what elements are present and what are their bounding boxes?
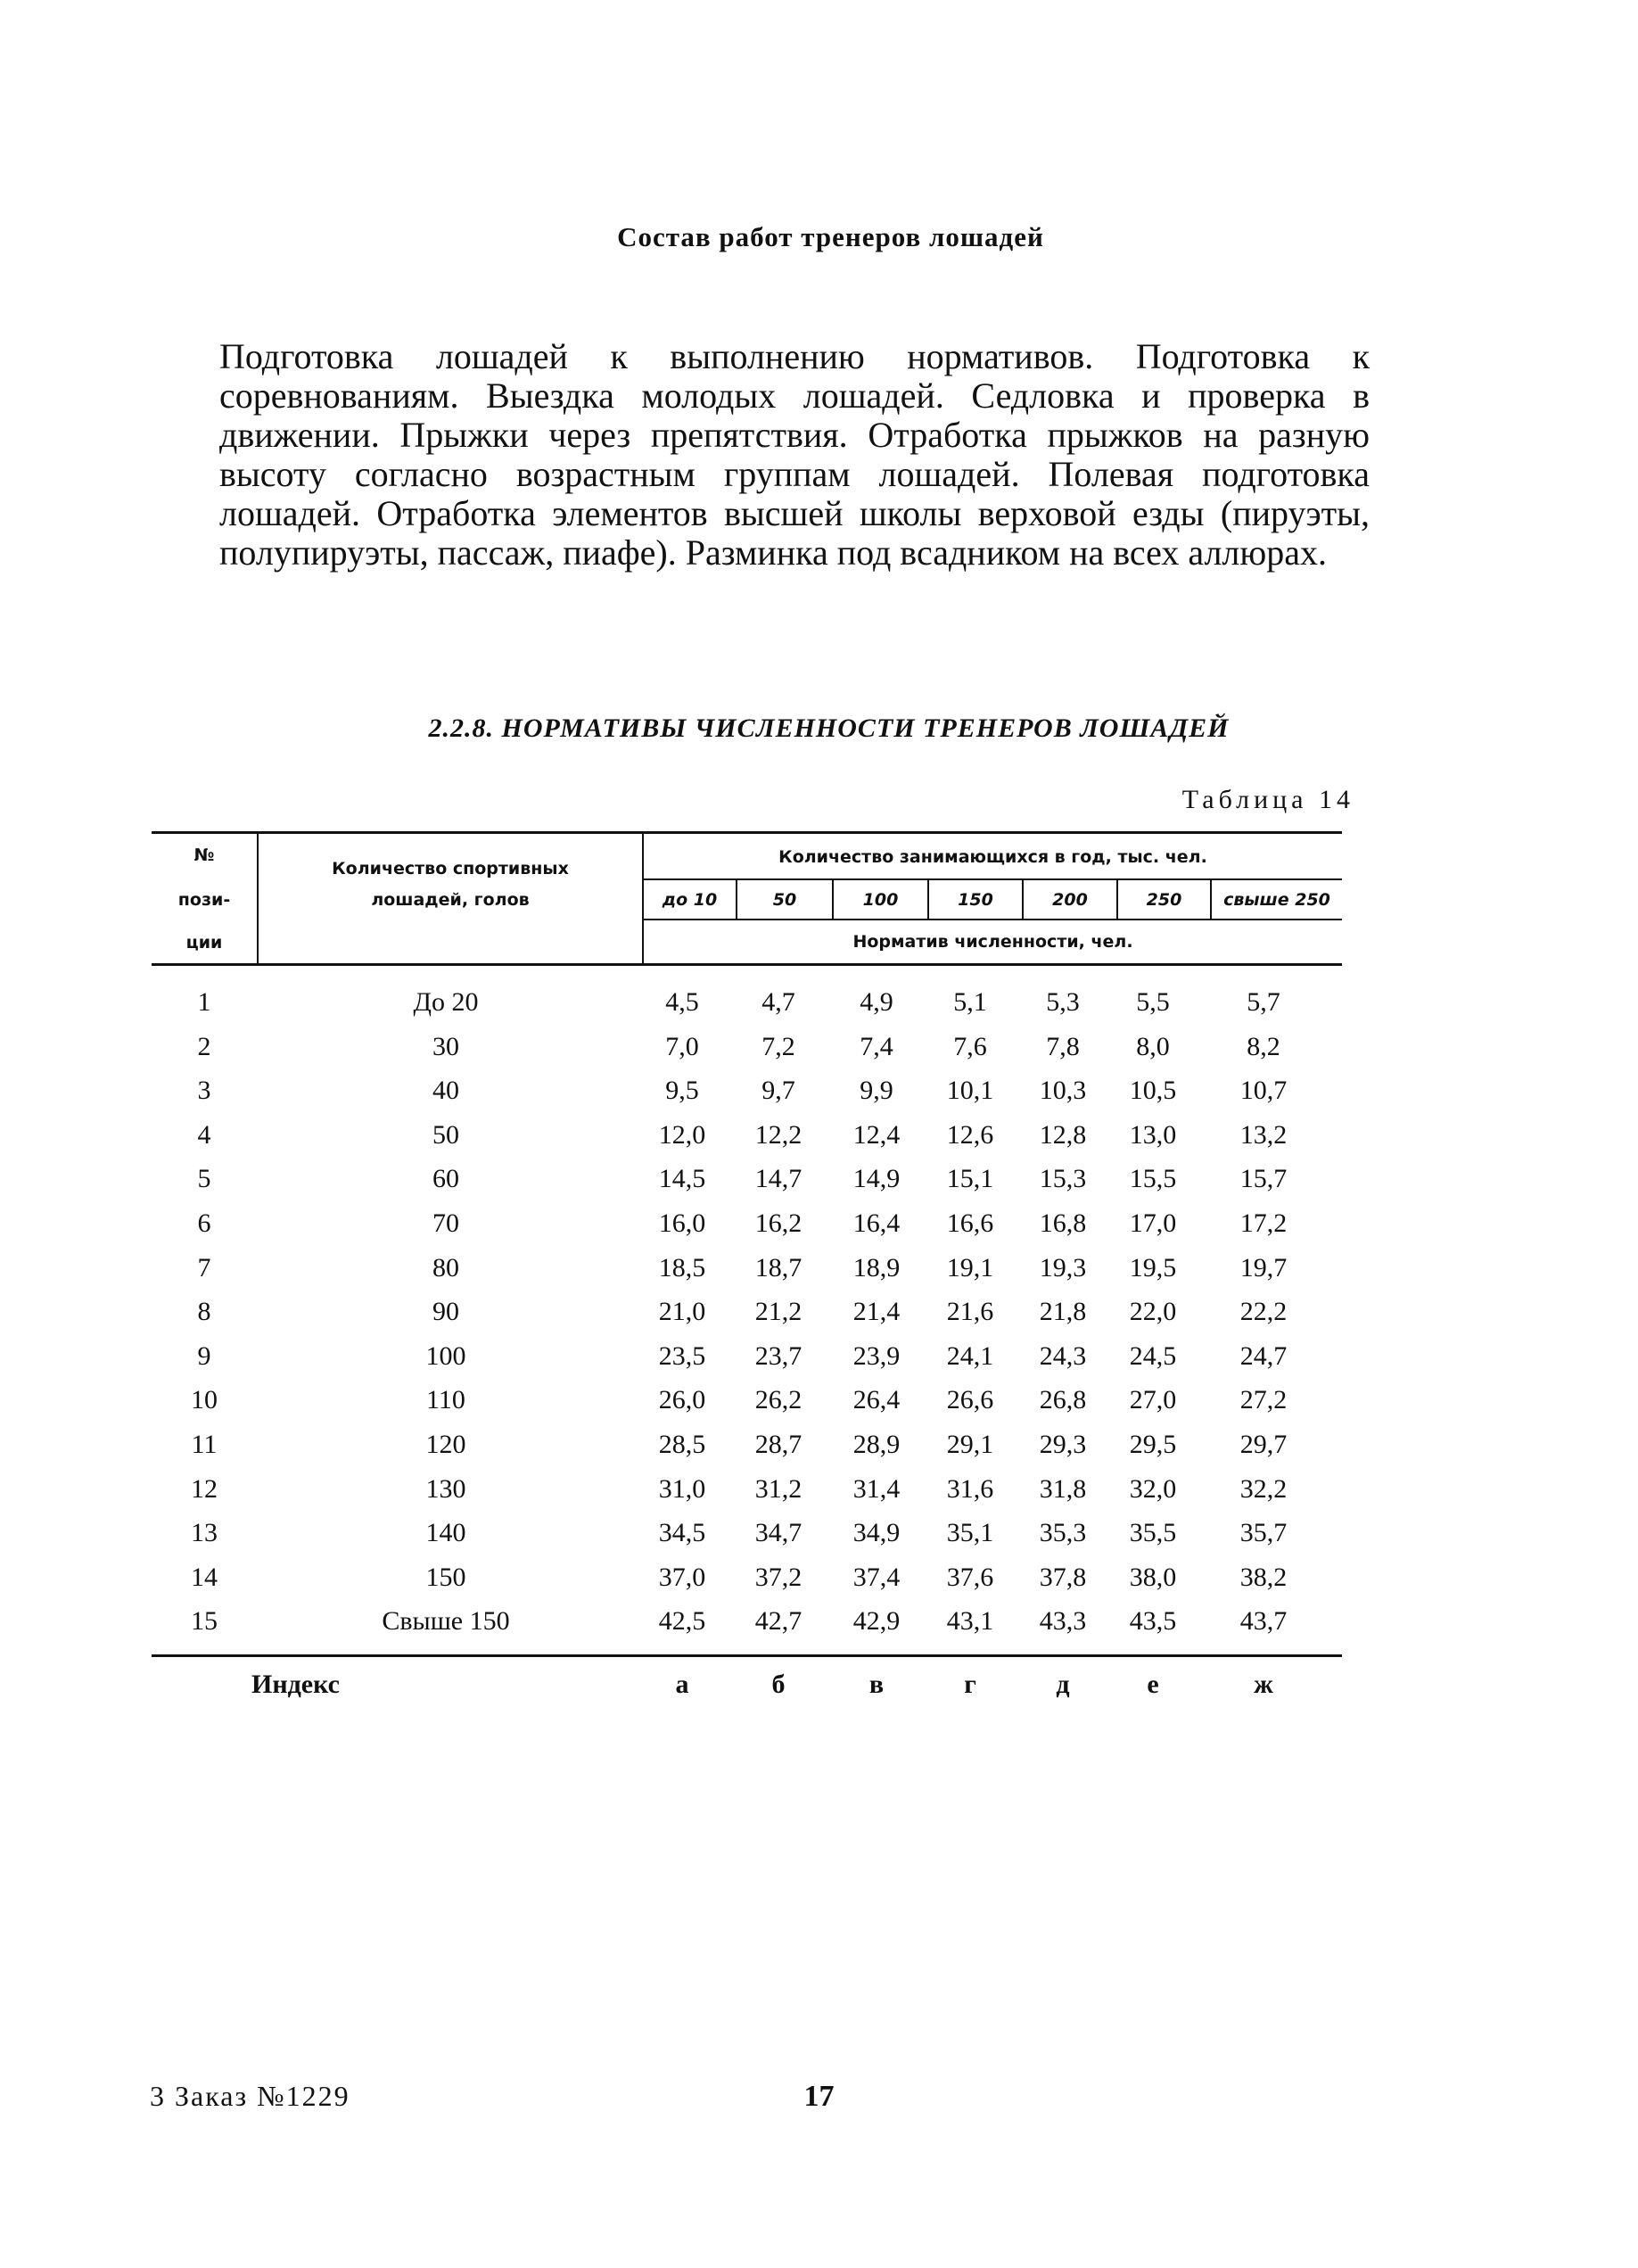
column-header: 250 [1146, 890, 1182, 910]
table-cell: 28,7 [754, 1430, 803, 1459]
column-header: 50 [772, 890, 797, 910]
table-cell: 32,0 [1129, 1474, 1177, 1504]
table-cell: 4,9 [860, 987, 893, 1017]
table-cell: 7,2 [761, 1032, 795, 1061]
table-cell: 35,3 [1039, 1518, 1087, 1547]
row-position: 8 [197, 1297, 211, 1326]
row-position: 12 [191, 1474, 218, 1504]
table-cell: 37,6 [946, 1563, 994, 1592]
table-cell: 22,2 [1239, 1297, 1288, 1326]
table-cell: 43,3 [1039, 1606, 1087, 1636]
table-cell: 21,8 [1039, 1297, 1087, 1326]
header-pos-line3: ции [185, 933, 223, 953]
table-cell: 16,2 [754, 1208, 803, 1238]
table-cell: 16,6 [946, 1208, 994, 1238]
table-cell: 18,9 [852, 1253, 901, 1282]
table-cell: 21,2 [754, 1297, 803, 1326]
row-position: 11 [191, 1430, 218, 1459]
table-cell: 24,5 [1129, 1341, 1177, 1371]
table-cell: 7,8 [1046, 1032, 1080, 1061]
column-header: 200 [1052, 890, 1088, 910]
table-cell: 26,2 [754, 1385, 803, 1414]
table-cell: 15,7 [1239, 1164, 1288, 1193]
table-cell: 34,9 [852, 1518, 901, 1547]
row-horses: 30 [432, 1032, 459, 1061]
table-cell: 8,0 [1136, 1032, 1170, 1061]
header-pos-line1: № [193, 845, 215, 865]
group-title-rule [642, 878, 1342, 880]
table-cell: 31,4 [852, 1474, 901, 1504]
table-cell: 27,0 [1129, 1385, 1177, 1414]
table-cell: 23,5 [658, 1341, 706, 1371]
table-cell: 31,0 [658, 1474, 706, 1504]
table-cell: 5,7 [1247, 987, 1280, 1017]
index-value: д [1056, 1670, 1070, 1699]
table-cell: 7,0 [665, 1032, 699, 1061]
table-cell: 9,9 [860, 1076, 893, 1105]
row-horses: 140 [425, 1518, 466, 1547]
table-cell: 38,2 [1239, 1563, 1288, 1592]
table-cell: 16,4 [852, 1208, 901, 1238]
row-position: 13 [191, 1518, 218, 1547]
row-horses: Свыше 150 [382, 1606, 510, 1636]
row-horses: 50 [432, 1120, 459, 1150]
table-cell: 34,7 [754, 1518, 803, 1547]
table-cell: 42,5 [658, 1606, 706, 1636]
table-cell: 28,9 [852, 1430, 901, 1459]
row-horses: 80 [432, 1253, 459, 1282]
table-cell: 8,2 [1247, 1032, 1280, 1061]
table-cell: 19,3 [1039, 1253, 1087, 1282]
table-cell: 35,7 [1239, 1518, 1288, 1547]
row-position: 10 [191, 1385, 218, 1414]
table-cell: 12,8 [1039, 1120, 1087, 1150]
table-cell: 26,0 [658, 1385, 706, 1414]
table-cell: 26,8 [1039, 1385, 1087, 1414]
header-bottom-rule [152, 963, 1342, 966]
row-horses: До 20 [413, 987, 479, 1017]
table-cell: 23,9 [852, 1341, 901, 1371]
index-value: ж [1254, 1670, 1273, 1699]
table-cell: 18,5 [658, 1253, 706, 1282]
table-cell: 29,3 [1039, 1430, 1087, 1459]
table-cell: 16,0 [658, 1208, 706, 1238]
table-cell: 43,5 [1129, 1606, 1177, 1636]
footer-order-text: 3 Заказ №1229 [150, 2080, 350, 2112]
row-position: 3 [197, 1076, 211, 1105]
index-value: а [675, 1670, 689, 1699]
header-horses-line1: Количество спортивных [332, 859, 569, 878]
table-cell: 37,2 [754, 1563, 803, 1592]
table-cell: 12,4 [852, 1120, 901, 1150]
table-top-rule [152, 831, 1342, 834]
table-cell: 29,1 [946, 1430, 994, 1459]
table-cell: 31,8 [1039, 1474, 1087, 1504]
table-cell: 17,0 [1129, 1208, 1177, 1238]
table-cell: 37,0 [658, 1563, 706, 1592]
table-cell: 4,5 [665, 987, 699, 1017]
table-cell: 35,5 [1129, 1518, 1177, 1547]
table-cell: 16,8 [1039, 1208, 1087, 1238]
column-header: до 10 [662, 890, 718, 910]
row-position: 5 [197, 1164, 211, 1193]
table-cell: 7,4 [860, 1032, 893, 1061]
table-cell: 15,3 [1039, 1164, 1087, 1193]
row-horses: 100 [425, 1341, 466, 1371]
row-position: 6 [197, 1208, 211, 1238]
table-cell: 13,0 [1129, 1120, 1177, 1150]
table-cell: 9,5 [665, 1076, 699, 1105]
table-cell: 24,7 [1239, 1341, 1288, 1371]
table-bottom-rule [152, 1654, 1342, 1657]
table-label: Таблица 14 [1181, 785, 1354, 814]
index-value: е [1147, 1670, 1159, 1699]
index-value: б [771, 1670, 786, 1699]
index-label: Индекс [251, 1670, 340, 1699]
page-number: 17 [803, 2080, 835, 2113]
table-cell: 34,5 [658, 1518, 706, 1547]
table-cell: 10,7 [1239, 1076, 1288, 1105]
table-cell: 37,4 [852, 1563, 901, 1592]
table-cell: 18,7 [754, 1253, 803, 1282]
table-cell: 12,2 [754, 1120, 803, 1150]
column-header: 150 [958, 890, 993, 910]
row-position: 1 [197, 987, 211, 1017]
table-cell: 17,2 [1239, 1208, 1288, 1238]
table-cell: 43,7 [1239, 1606, 1288, 1636]
table-cell: 19,5 [1129, 1253, 1177, 1282]
table-cell: 26,6 [946, 1385, 994, 1414]
table-cell: 21,4 [852, 1297, 901, 1326]
table-cell: 23,7 [754, 1341, 803, 1371]
table-cell: 4,7 [761, 987, 795, 1017]
row-horses: 120 [425, 1430, 466, 1459]
header-pos-line2: пози- [177, 890, 231, 910]
table-cell: 21,6 [946, 1297, 994, 1326]
table-cell: 42,7 [754, 1606, 803, 1636]
table-cell: 14,5 [658, 1164, 706, 1193]
table-cell: 10,3 [1039, 1076, 1087, 1105]
table-cell: 7,6 [953, 1032, 987, 1061]
row-position: 2 [197, 1032, 211, 1061]
table-cell: 19,7 [1239, 1253, 1288, 1282]
table-cell: 37,8 [1039, 1563, 1087, 1592]
table-cell: 5,1 [953, 987, 987, 1017]
row-horses: 110 [426, 1385, 465, 1414]
table-cell: 43,1 [946, 1606, 994, 1636]
table-cell: 38,0 [1129, 1563, 1177, 1592]
table-cell: 15,1 [946, 1164, 994, 1193]
row-position: 4 [197, 1120, 211, 1150]
table-cell: 42,9 [852, 1606, 901, 1636]
index-value: г [964, 1670, 976, 1699]
table-cell: 29,7 [1239, 1430, 1288, 1459]
header-norm-title: Норматив численности, чел. [852, 932, 1133, 952]
row-horses: 70 [432, 1208, 459, 1238]
table-cell: 13,2 [1239, 1120, 1288, 1150]
table-cell: 5,5 [1136, 987, 1170, 1017]
table-cell: 24,1 [946, 1341, 994, 1371]
columns-rule [642, 919, 1342, 920]
table-cell: 21,0 [658, 1297, 706, 1326]
table-cell: 12,0 [658, 1120, 706, 1150]
section-title: Состав работ тренеров лошадей [617, 221, 1044, 252]
table-cell: 10,1 [946, 1076, 994, 1105]
row-horses: 90 [432, 1297, 459, 1326]
row-position: 14 [191, 1563, 218, 1592]
header-horses-line2: лошадей, голов [371, 890, 530, 910]
table-cell: 27,2 [1239, 1385, 1288, 1414]
table-heading: 2.2.8. НОРМАТИВЫ ЧИСЛЕННОСТИ ТРЕНЕРОВ ЛОШАДЕЙ [428, 713, 1230, 743]
header-group-title: Количество занимающихся в год, тыс. чел. [778, 847, 1207, 867]
table-cell: 12,6 [946, 1120, 994, 1150]
table-cell: 29,5 [1129, 1430, 1177, 1459]
table-cell: 32,2 [1239, 1474, 1288, 1504]
table-cell: 19,1 [946, 1253, 994, 1282]
row-horses: 60 [432, 1164, 459, 1193]
table-cell: 35,1 [946, 1518, 994, 1547]
row-horses: 40 [432, 1076, 459, 1105]
row-position: 7 [197, 1253, 211, 1282]
body-paragraph: Подготовка лошадей к выполнению нормативов. Подготовка к соревнованиям. Выездка молодых лошадей. Седловка и проверка в движении. Прыжки через препятствия. Отработка прыжков на разную высоту согласно возрастным группам лошадей. Полевая подготовка лошадей. Отработка элементов высшей школы верховой езды (пируэты, полупируэты, пассаж, пиафе). Разминка под всадником на всех аллюрах. [219, 336, 1370, 573]
table-cell: 31,6 [946, 1474, 994, 1504]
table-cell: 15,5 [1129, 1164, 1177, 1193]
table-cell: 14,7 [754, 1164, 803, 1193]
row-position: 15 [191, 1606, 218, 1636]
column-header: свыше 250 [1223, 890, 1330, 910]
table-cell: 5,3 [1046, 987, 1080, 1017]
table-cell: 10,5 [1129, 1076, 1177, 1105]
table-cell: 24,3 [1039, 1341, 1087, 1371]
table-cell: 26,4 [852, 1385, 901, 1414]
table-cell: 28,5 [658, 1430, 706, 1459]
table-cell: 14,9 [852, 1164, 901, 1193]
row-horses: 150 [425, 1563, 466, 1592]
index-value: в [868, 1670, 885, 1699]
table-cell: 31,2 [754, 1474, 803, 1504]
table-cell: 9,7 [761, 1076, 795, 1105]
row-horses: 130 [425, 1474, 466, 1504]
column-header: 100 [862, 890, 899, 910]
row-position: 9 [197, 1341, 211, 1371]
table-cell: 22,0 [1129, 1297, 1177, 1326]
